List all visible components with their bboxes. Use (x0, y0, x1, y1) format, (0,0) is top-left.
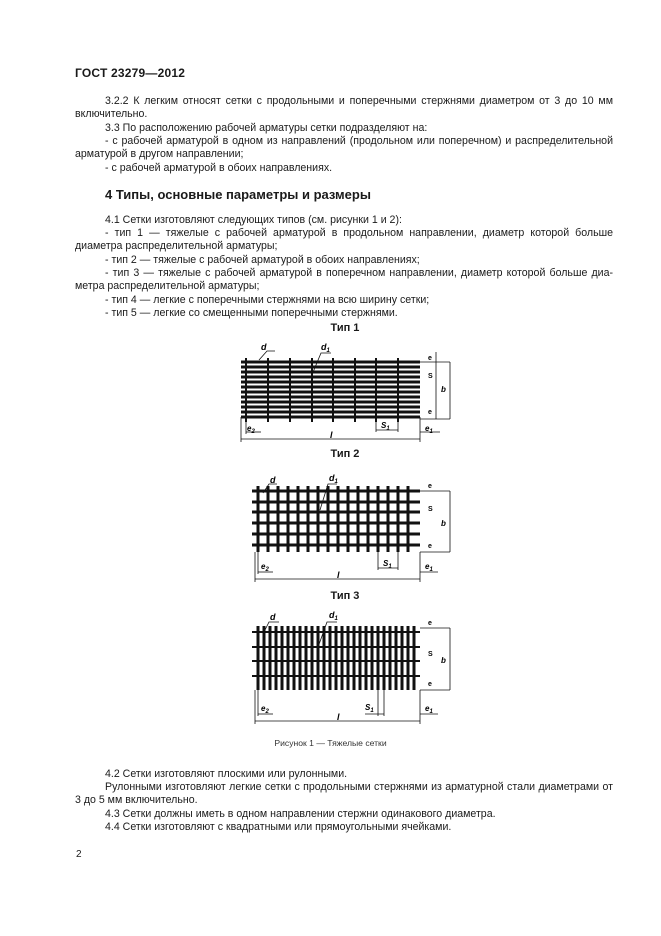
svg-text:d1: $d_1$ (329, 610, 338, 622)
page-number: 2 (76, 849, 82, 860)
svg-text:b: b (441, 656, 446, 665)
svg-text:d1: $d_1$ (329, 473, 338, 485)
svg-text:e: e (428, 681, 432, 688)
svg-text:e: e (428, 543, 432, 550)
svg-text:e1: $e_1$ (425, 424, 433, 435)
svg-text:e1: $e_1$ (425, 704, 433, 715)
svg-text:e: e (428, 355, 432, 362)
svg-text:S: S (428, 373, 433, 380)
figure-caption: Рисунок 1 — Тяжелые сетки (274, 738, 387, 748)
document-header: ГОСТ 23279—2012 (75, 66, 186, 80)
paragraph-4-2-rolled: Рулонными изготовляют легкие сетки с продольными стержнями из арматурной стали диаметрами от 3 до 5 мм включительно. (75, 781, 613, 807)
svg-text:d1: $d_1$ (321, 342, 330, 354)
figure-type1-title: Тип 1 (330, 322, 360, 334)
list-item-type3: - тип 3 — тяжелые с рабочей арматурой в поперечном направлении, диаметр которой больше диаметра распределительной арматуры; (75, 267, 613, 293)
svg-text:e: e (428, 620, 432, 627)
svg-text:S1: $S_1$ (381, 421, 390, 432)
mesh-type2-drawing (225, 448, 465, 583)
svg-text:e2: $e_2$ (261, 704, 269, 715)
paragraph-3-3: 3.3 По расположению рабочей арматуры сетки подразделяют на: (105, 122, 428, 134)
paragraph-4-2: 4.2 Сетки изготовляют плоскими или рулонными. (105, 768, 348, 780)
paragraph-3-3-item-a: - с рабочей арматурой в одном из направлений (продольном или поперечном) и распределительной арматурой в другом направлении; (75, 135, 613, 161)
svg-text:l: l (330, 430, 333, 440)
section-heading: 4 Типы, основные параметры и размеры (105, 187, 371, 202)
paragraph-3-3-item-b: - с рабочей арматурой в обоих направлениях. (105, 162, 333, 174)
svg-text:S: S (428, 506, 433, 513)
paragraph-3-2-2: 3.2.2 К легким относят сетки с продольными и поперечными стержнями диаметром от 3 до 10 мм включительно. (75, 95, 613, 121)
figure-type2 (225, 448, 465, 583)
svg-text:e2: $e_2$ (261, 562, 269, 573)
paragraph-4-1: 4.1 Сетки изготовляют следующих типов (см. рисунки 1 и 2): (105, 214, 402, 226)
svg-text:e: e (428, 409, 432, 416)
figure-type2-title: Тип 2 (330, 448, 360, 460)
svg-text:b: b (441, 385, 446, 394)
figure-type3-title: Тип 3 (330, 590, 360, 602)
mesh-type1-drawing (225, 322, 465, 447)
paragraph-4-3: 4.3 Сетки должны иметь в одном направлении стержни одинакового диаметра. (105, 808, 496, 820)
list-item-type4: - тип 4 — легкие с поперечными стержнями на всю ширину сетки; (105, 294, 430, 306)
svg-text:l: l (337, 570, 340, 580)
mesh-type3-drawing (225, 590, 465, 725)
svg-text:S1: $S_1$ (365, 703, 374, 714)
svg-text:e: e (428, 483, 432, 490)
svg-text:d: d (270, 612, 276, 622)
list-item-type5: - тип 5 — легкие со смещенными поперечными стержнями. (105, 307, 398, 319)
label-d: d (261, 342, 267, 352)
figure-type3 (225, 590, 465, 725)
svg-text:S: S (428, 651, 433, 658)
list-item-type2: - тип 2 — тяжелые с рабочей арматурой в обоих направлениях; (105, 254, 420, 266)
svg-text:S1: $S_1$ (383, 559, 392, 570)
svg-text:e2: $e_2$ (247, 424, 255, 435)
svg-text:d: d (270, 475, 276, 485)
paragraph-4-4: 4.4 Сетки изготовляют с квадратными или прямоугольными ячейками. (105, 821, 452, 833)
svg-text:b: b (441, 519, 446, 528)
list-item-type1: - тип 1 — тяжелые с рабочей арматурой в продольном направлении, диаметр которой больше диаметра распределительной арматуры; (75, 227, 613, 253)
figure-type1 (225, 322, 465, 447)
svg-text:l: l (337, 712, 340, 722)
svg-text:e1: $e_1$ (425, 562, 433, 573)
